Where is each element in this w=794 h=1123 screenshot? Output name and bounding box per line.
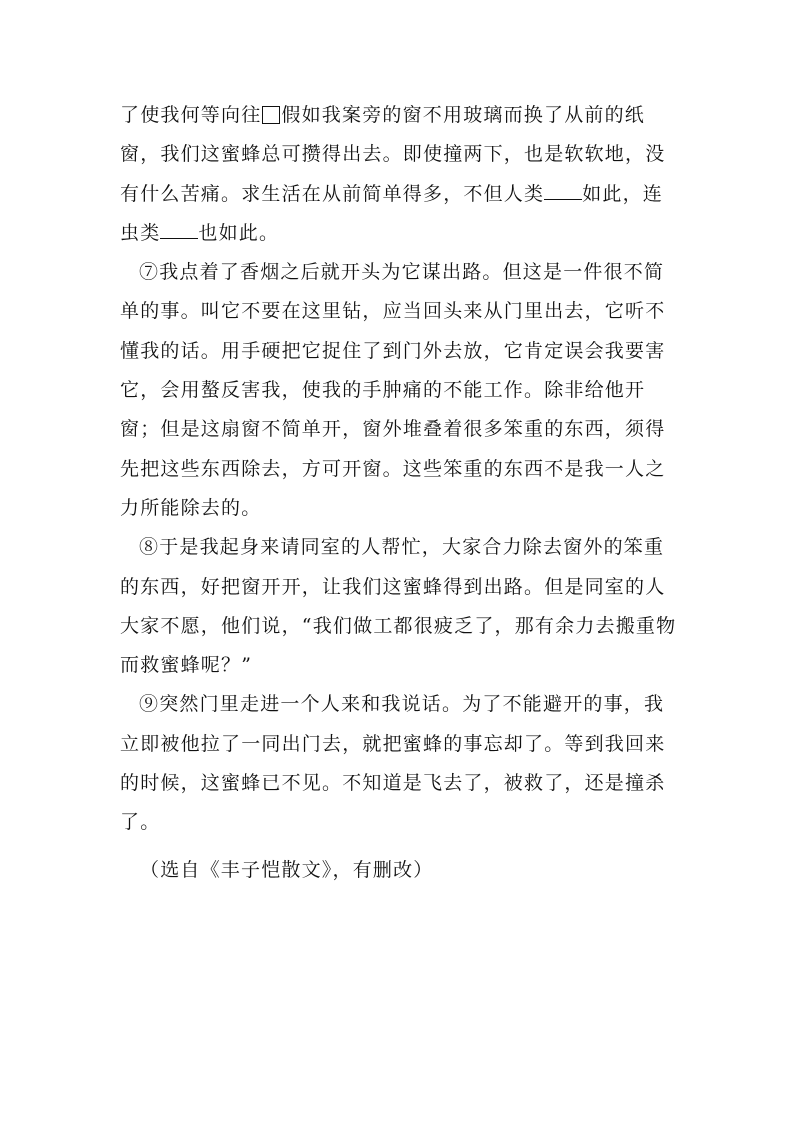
text-segment: 了使我何等向往 [120,104,262,126]
article-body [120,96,680,890]
source-note: （选自《丰子恺散文》，有删改） [140,858,434,881]
fill-in-blank [544,185,582,200]
paragraph-6-continuation [120,96,680,253]
placeholder-box [262,106,280,124]
paragraph-8: ⑧于是我起身来请同室的人帮忙，大家合力除去窗外的笨重的东西，好把窗开开，让我们这蜜蜂得到出路。但是同室的人大家不愿，他们说，“我们做工都很疲乏了，那有余力去搬重物而救蜜蜂呢？” [120,536,677,677]
text-segment: 如此，连虫类 [120,182,664,244]
fill-in-blank [160,224,198,239]
paragraph-7: ⑦我点着了香烟之后就开头为它谋出路。但这是一件很不简单的事。叫它不要在这里钻，应当回头来从门里出去，它听不懂我的话。用手硬把它捉住了到门外去放，它肯定误会我要害它，会用螯反害我，使我的手肿痛的不能工作。除非给他开窗；但是这扇窗不简单开，窗外堆叠着很多笨重的东西，须得先把这些东西除去，方可开窗。这些笨重的东西不是我一人之力所能除去的。 [120,261,666,519]
text-segment: 假如我案旁的窗不用玻璃而换了从前的纸窗，我们这蜜蜂总可攒得出去。即使撞两下，也是软软地，没有什么苦痛。求生活在从前简单得多，不但人类 [120,104,666,205]
text-segment: 也如此。 [198,221,280,244]
paragraph-9: ⑨突然门里走进一个人来和我说话。为了不能避开的事，我立即被他拉了一同出门去，就把蜜蜂的事忘却了。等到我回来的时候，这蜜蜂已不见。不知道是飞去了，被救了，还是撞杀了。 [120,693,666,834]
